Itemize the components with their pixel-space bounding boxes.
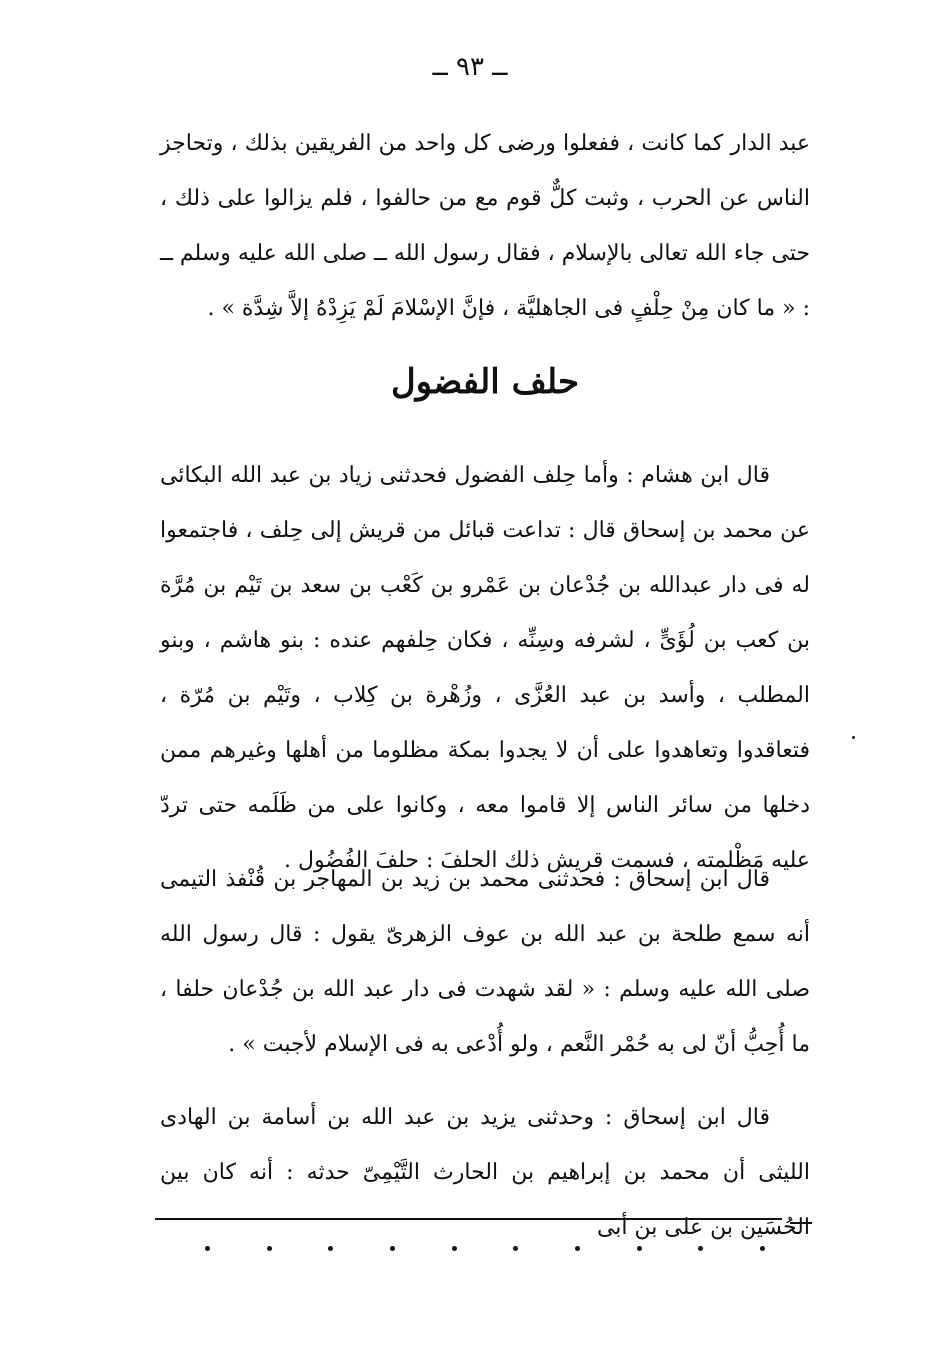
paragraph-hilf-al-fudul: قال ابن هشام : وأما حِلف الفضول فحدثنى زياد بن عبد الله البكائى عن محمد بن إسحاق قال : تداعت قبائل من قريش إلى حِلف ، فاجتمعوا له فى دار عبدالله بن جُدْعان بن عَمْرو بن كَعْب بن سعد بن تَيْم بن مُرَّة بن كعب بن لُؤَىٍّ ، لشرفه وسِنِّه ، فكان حِلفهم عنده : بنو هاشم ، وبنو المطلب ، وأسد بن عبد العُزَّى ، وزُهْرة بن كِلاب ، وتَيْم بن مُرّة ، فتعاقدوا وتعاهدوا على أن لا يجدوا بمكة مظلوما من أهلها وغيرهم ممن دخلها من سائر الناس إلا قاموا معه ، وكانوا على من ظَلَمه حتى تردّ عليه مَظْلمته ، فسمت قريش ذلك الحلفَ : حلفَ الفُضُول . [160,463,810,873]
footnote-divider-tail [790,1222,812,1224]
dot-mark [575,1246,580,1251]
dot-mark [390,1246,395,1251]
paragraph-hadith: قال ابن إسحاق : فحدثنى محمد بن زيد بن المهاجر بن قُنْفذ التيمى أنه سمع طلحة بن عبد الله بن عوف الزهرىّ يقول : قال رسول الله صلى الله عليه وسلم : « لقد شهدت فى دار عبد الله بن جُدْعان حلفا ، ما أُحِبُّ أنّ لى به حُمْر النَّعم ، ولو أُدْعى به فى الإسلام لأجبت » . [160,867,810,1057]
intro-paragraph-block [160,116,810,336]
dot-mark [452,1246,457,1251]
dot-mark [760,1246,765,1251]
scan-speck [852,736,855,739]
intro-paragraph: عبد الدار كما كانت ، ففعلوا ورضى كل واحد من الفريقين بذلك ، وتحاجز الناس عن الحرب ، وثبت كلٌّ قوم مع من حالفوا ، فلم يزالوا على ذلك ، حتى جاء الله تعالى بالإسلام ، فقال رسول الله ــ صلى الله عليه وسلم ــ : « ما كان مِنْ حِلْفٍ فى الجاهليَّة ، فإنَّ الإسْلامَ لَمْ يَزِدْهُ إلاَّ شِدَّة » . [160,131,810,321]
paragraph-block-2 [160,852,810,1072]
dot-mark [637,1246,642,1251]
dot-mark [698,1246,703,1251]
paragraph-block-1 [160,448,810,888]
paragraph-block-3 [160,1090,810,1255]
paragraph-continued: قال ابن إسحاق : وحدثنى يزيد بن عبد الله بن أسامة بن الهادى الليثى أن محمد بن إبراهيم بن الحارث التَّيْمِىّ حدثه : أنه كان بين الحُسَين بن على بن أبى [160,1105,810,1240]
dot-mark [205,1246,210,1251]
footnote-dots [205,1246,765,1251]
page-number: ــ ٩٣ ــ [432,52,508,82]
dot-mark [513,1246,518,1251]
section-heading: حلف الفضول [390,362,580,402]
dot-mark [328,1246,333,1251]
dot-mark [267,1246,272,1251]
footnote-divider [155,1218,782,1220]
